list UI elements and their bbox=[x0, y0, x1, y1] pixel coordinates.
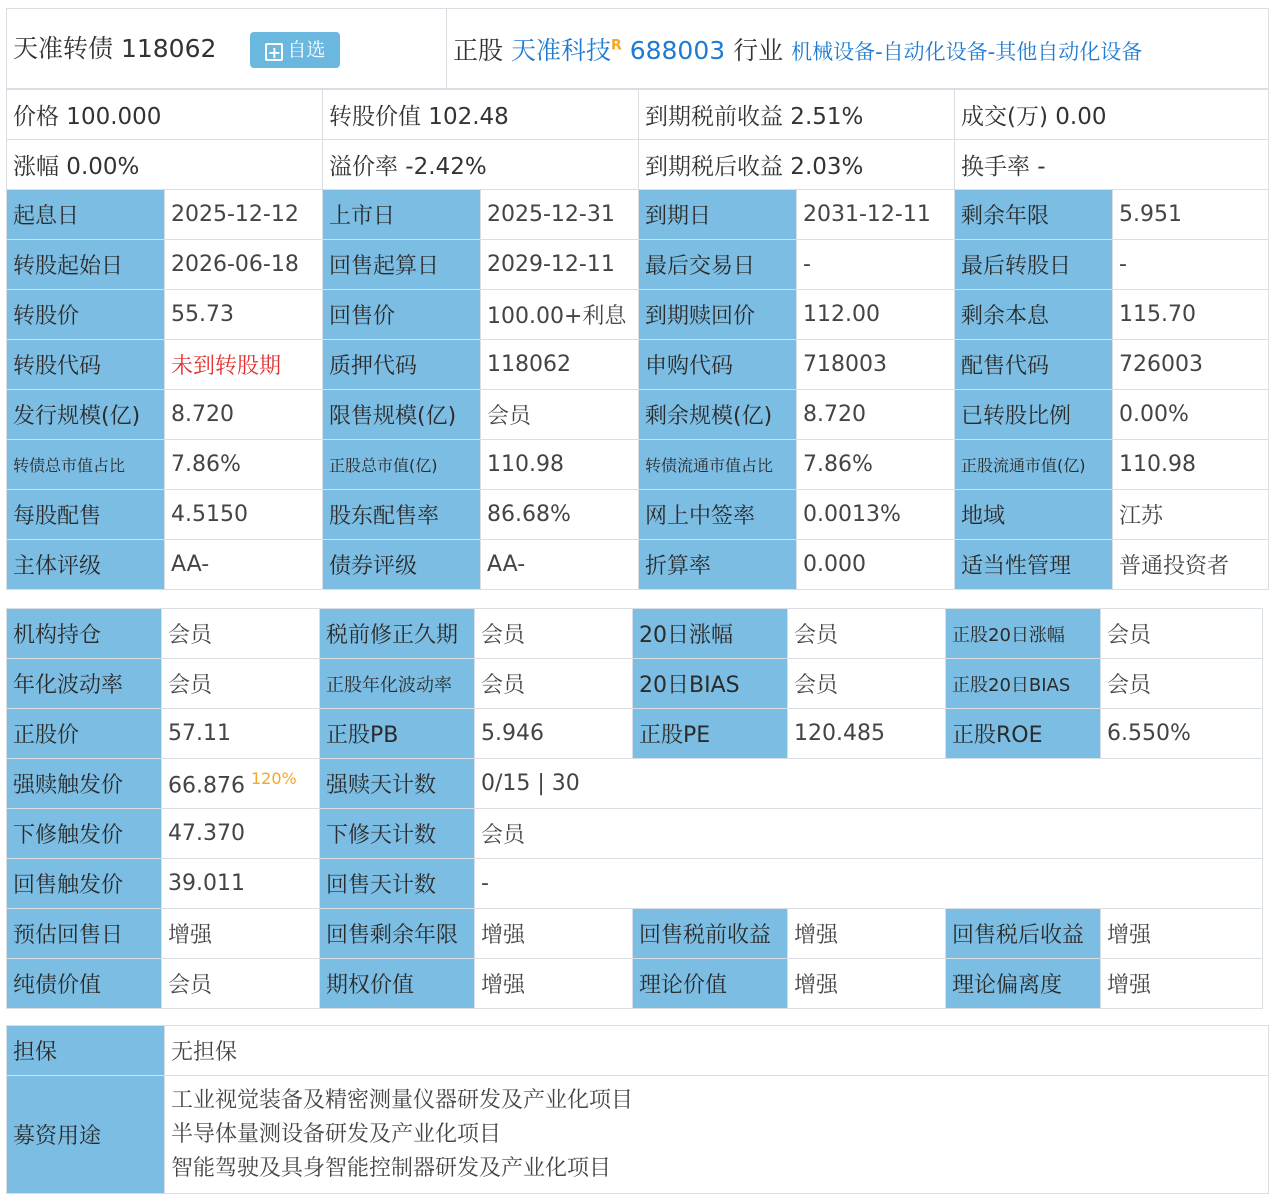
detail-label: 转债流通市值占比 bbox=[639, 440, 797, 490]
detail-label: 转股起始日 bbox=[7, 240, 165, 290]
detail-value: 2026-06-18 bbox=[165, 240, 323, 290]
detail-label: 质押代码 bbox=[323, 340, 481, 390]
detail-row bbox=[7, 490, 1269, 540]
detail-value: 118062 bbox=[481, 340, 639, 390]
redemption-trigger-price: 66.876 bbox=[168, 773, 245, 799]
detail-label: 主体评级 bbox=[7, 540, 165, 590]
detail-value: 5.951 bbox=[1113, 190, 1269, 240]
detail-label: 股东配售率 bbox=[323, 490, 481, 540]
detail-value: 2029-12-11 bbox=[481, 240, 639, 290]
quote-row bbox=[7, 140, 1269, 190]
quote-row bbox=[7, 90, 1269, 140]
valuation-label: 回售触发价 bbox=[7, 859, 162, 909]
detail-label: 正股流通市值(亿) bbox=[955, 440, 1113, 490]
detail-value: 8.720 bbox=[797, 390, 955, 440]
valuation-row bbox=[7, 809, 1263, 859]
fund-use-item: 半导体量测设备研发及产业化项目 bbox=[171, 1122, 502, 1147]
quote-aftertax-yield: 到期税后收益 2.03% bbox=[639, 140, 955, 190]
member-link[interactable]: 会员 bbox=[788, 609, 946, 659]
detail-row bbox=[7, 290, 1269, 340]
valuation-label: 正股年化波动率 bbox=[320, 659, 475, 709]
bond-header bbox=[6, 8, 1269, 89]
detail-row bbox=[7, 240, 1269, 290]
member-link[interactable]: 会员 bbox=[1101, 659, 1263, 709]
member-link[interactable]: 会员 bbox=[481, 390, 639, 440]
detail-value: 55.73 bbox=[165, 290, 323, 340]
member-link[interactable]: 会员 bbox=[162, 659, 320, 709]
valuation-label: 期权价值 bbox=[320, 959, 475, 1009]
detail-label: 起息日 bbox=[7, 190, 165, 240]
valuation-row bbox=[7, 959, 1263, 1009]
valuation-row bbox=[7, 609, 1263, 659]
valuation-label: 20日涨幅 bbox=[633, 609, 788, 659]
member-link[interactable]: 会员 bbox=[162, 959, 320, 1009]
detail-row bbox=[7, 340, 1269, 390]
enhanced-link[interactable]: 增强 bbox=[475, 909, 633, 959]
valuation-label: 税前修正久期 bbox=[320, 609, 475, 659]
fund-use-item: 工业视觉装备及精密测量仪器研发及产业化项目 bbox=[171, 1088, 634, 1113]
detail-value: 0.00% bbox=[1113, 390, 1269, 440]
detail-value: 7.86% bbox=[797, 440, 955, 490]
guarantee-label: 担保 bbox=[7, 1026, 165, 1076]
detail-label: 正股总市值(亿) bbox=[323, 440, 481, 490]
valuation-value: 0/15 | 30 bbox=[475, 759, 1263, 809]
detail-label: 折算率 bbox=[639, 540, 797, 590]
detail-label: 配售代码 bbox=[955, 340, 1113, 390]
detail-label: 网上中签率 bbox=[639, 490, 797, 540]
member-link[interactable]: 会员 bbox=[475, 659, 633, 709]
valuation-label: 正股20日BIAS bbox=[946, 659, 1101, 709]
detail-value: 112.00 bbox=[797, 290, 955, 340]
detail-value: 2025-12-12 bbox=[165, 190, 323, 240]
detail-value: 普通投资者 bbox=[1113, 540, 1269, 590]
valuation-label: 强赎触发价 bbox=[7, 759, 162, 809]
valuation-value: 6.550% bbox=[1101, 709, 1263, 759]
detail-value: 8.720 bbox=[165, 390, 323, 440]
valuation-label: 下修天计数 bbox=[320, 809, 475, 859]
detail-value: 4.5150 bbox=[165, 490, 323, 540]
valuation-row bbox=[7, 709, 1263, 759]
add-watchlist-button[interactable] bbox=[250, 32, 340, 68]
detail-label: 回售价 bbox=[323, 290, 481, 340]
detail-label: 最后转股日 bbox=[955, 240, 1113, 290]
valuation-label: 年化波动率 bbox=[7, 659, 162, 709]
valuation-value: 57.11 bbox=[162, 709, 320, 759]
enhanced-link[interactable]: 增强 bbox=[1101, 959, 1263, 1009]
redemption-trigger-ratio: 120% bbox=[250, 768, 297, 788]
valuation-label: 回售税后收益 bbox=[946, 909, 1101, 959]
conversion-status-value: 未到转股期 bbox=[165, 340, 323, 390]
valuation-label: 回售剩余年限 bbox=[320, 909, 475, 959]
detail-value: 115.70 bbox=[1113, 290, 1269, 340]
quote-turnover-rate: 换手率 - bbox=[955, 140, 1269, 190]
detail-label: 转债总市值占比 bbox=[7, 440, 165, 490]
guarantee-row bbox=[7, 1026, 1269, 1076]
valuation-label: 预估回售日 bbox=[7, 909, 162, 959]
valuation-label: 正股ROE bbox=[946, 709, 1101, 759]
enhanced-link[interactable]: 增强 bbox=[788, 959, 946, 1009]
detail-value: 0.0013% bbox=[797, 490, 955, 540]
valuation-value: - bbox=[475, 859, 1263, 909]
enhanced-link[interactable]: 增强 bbox=[1101, 909, 1263, 959]
member-link[interactable]: 会员 bbox=[475, 609, 633, 659]
detail-table bbox=[6, 189, 1269, 590]
valuation-label: 回售税前收益 bbox=[633, 909, 788, 959]
detail-value: 0.000 bbox=[797, 540, 955, 590]
quote-table bbox=[6, 89, 1269, 190]
quote-price: 价格 100.000 bbox=[7, 90, 323, 140]
valuation-label: 强赎天计数 bbox=[320, 759, 475, 809]
valuation-label: 回售天计数 bbox=[320, 859, 475, 909]
detail-row bbox=[7, 190, 1269, 240]
quote-change: 涨幅 0.00% bbox=[7, 140, 323, 190]
valuation-label: 正股20日涨幅 bbox=[946, 609, 1101, 659]
fund-use-row bbox=[7, 1076, 1269, 1194]
detail-label: 限售规模(亿) bbox=[323, 390, 481, 440]
detail-label: 最后交易日 bbox=[639, 240, 797, 290]
valuation-row bbox=[7, 859, 1263, 909]
quote-turnover-amount: 成交(万) 0.00 bbox=[955, 90, 1269, 140]
add-watchlist-label: 自选 bbox=[287, 39, 326, 61]
enhanced-link[interactable]: 增强 bbox=[162, 909, 320, 959]
detail-label: 回售起算日 bbox=[323, 240, 481, 290]
valuation-value: 5.946 bbox=[475, 709, 633, 759]
valuation-table bbox=[6, 608, 1263, 1009]
detail-label: 剩余规模(亿) bbox=[639, 390, 797, 440]
detail-value: 718003 bbox=[797, 340, 955, 390]
detail-label: 转股代码 bbox=[7, 340, 165, 390]
valuation-label: 20日BIAS bbox=[633, 659, 788, 709]
detail-label: 地域 bbox=[955, 490, 1113, 540]
detail-row bbox=[7, 440, 1269, 490]
detail-value: 110.98 bbox=[481, 440, 639, 490]
industry-link[interactable]: 机械设备-自动化设备-其他自动化设备 bbox=[791, 39, 1143, 64]
detail-value: AA- bbox=[165, 540, 323, 590]
valuation-label: 理论价值 bbox=[633, 959, 788, 1009]
fund-use-list bbox=[165, 1076, 1269, 1194]
valuation-row bbox=[7, 659, 1263, 709]
valuation-value-cell bbox=[162, 759, 320, 809]
valuation-label: 正股PB bbox=[320, 709, 475, 759]
valuation-label: 机构持仓 bbox=[7, 609, 162, 659]
guarantee-value: 无担保 bbox=[165, 1026, 1269, 1076]
valuation-label: 正股价 bbox=[7, 709, 162, 759]
fund-use-label: 募资用途 bbox=[7, 1076, 165, 1194]
detail-label: 转股价 bbox=[7, 290, 165, 340]
detail-value: 726003 bbox=[1113, 340, 1269, 390]
detail-label: 申购代码 bbox=[639, 340, 797, 390]
detail-value: 110.98 bbox=[1113, 440, 1269, 490]
enhanced-link[interactable]: 增强 bbox=[475, 959, 633, 1009]
detail-label: 上市日 bbox=[323, 190, 481, 240]
member-link[interactable]: 会员 bbox=[475, 809, 1263, 859]
stock-code-link[interactable]: 688003 bbox=[629, 35, 726, 65]
detail-label: 到期日 bbox=[639, 190, 797, 240]
valuation-row bbox=[7, 909, 1263, 959]
member-link[interactable]: 会员 bbox=[162, 609, 320, 659]
detail-value: AA- bbox=[481, 540, 639, 590]
valuation-value: 120.485 bbox=[788, 709, 946, 759]
detail-value: 100.00+利息 bbox=[481, 290, 639, 340]
quote-pretax-yield: 到期税前收益 2.51% bbox=[639, 90, 955, 140]
fund-use-item: 智能驾驶及具身智能控制器研发及产业化项目 bbox=[171, 1156, 612, 1181]
detail-row bbox=[7, 390, 1269, 440]
detail-label: 适当性管理 bbox=[955, 540, 1113, 590]
valuation-label: 下修触发价 bbox=[7, 809, 162, 859]
enhanced-link[interactable]: 增强 bbox=[788, 909, 946, 959]
member-link[interactable]: 会员 bbox=[1101, 609, 1263, 659]
valuation-label: 理论偏离度 bbox=[946, 959, 1101, 1009]
valuation-value: 39.011 bbox=[162, 859, 320, 909]
valuation-label: 纯债价值 bbox=[7, 959, 162, 1009]
plus-icon: + bbox=[265, 43, 283, 61]
detail-label: 债券评级 bbox=[323, 540, 481, 590]
detail-value: 86.68% bbox=[481, 490, 639, 540]
stock-r-mark: R bbox=[610, 37, 622, 54]
quote-premium-rate: 溢价率 -2.42% bbox=[323, 140, 639, 190]
quote-conversion-value: 转股价值 102.48 bbox=[323, 90, 639, 140]
valuation-label: 正股PE bbox=[633, 709, 788, 759]
stock-info-cell bbox=[447, 9, 1269, 89]
member-link[interactable]: 会员 bbox=[788, 659, 946, 709]
bond-title-cell bbox=[7, 9, 447, 89]
bond-code: 118062 bbox=[120, 34, 217, 63]
detail-value: 2025-12-31 bbox=[481, 190, 639, 240]
valuation-row bbox=[7, 759, 1263, 809]
detail-value: 7.86% bbox=[165, 440, 323, 490]
detail-label: 已转股比例 bbox=[955, 390, 1113, 440]
industry-label: 行业 bbox=[733, 35, 784, 65]
stock-name-link[interactable]: 天准科技 bbox=[510, 35, 611, 65]
detail-label: 到期赎回价 bbox=[639, 290, 797, 340]
valuation-value: 47.370 bbox=[162, 809, 320, 859]
detail-label: 每股配售 bbox=[7, 490, 165, 540]
stock-prefix: 正股 bbox=[453, 35, 504, 65]
detail-value: 2031-12-11 bbox=[797, 190, 955, 240]
detail-row bbox=[7, 540, 1269, 590]
detail-label: 剩余年限 bbox=[955, 190, 1113, 240]
bond-name: 天准转债 bbox=[13, 34, 114, 63]
detail-label: 发行规模(亿) bbox=[7, 390, 165, 440]
detail-value: 江苏 bbox=[1113, 490, 1269, 540]
detail-label: 剩余本息 bbox=[955, 290, 1113, 340]
detail-value: - bbox=[797, 240, 955, 290]
issue-info-table bbox=[6, 1025, 1269, 1194]
detail-value: - bbox=[1113, 240, 1269, 290]
